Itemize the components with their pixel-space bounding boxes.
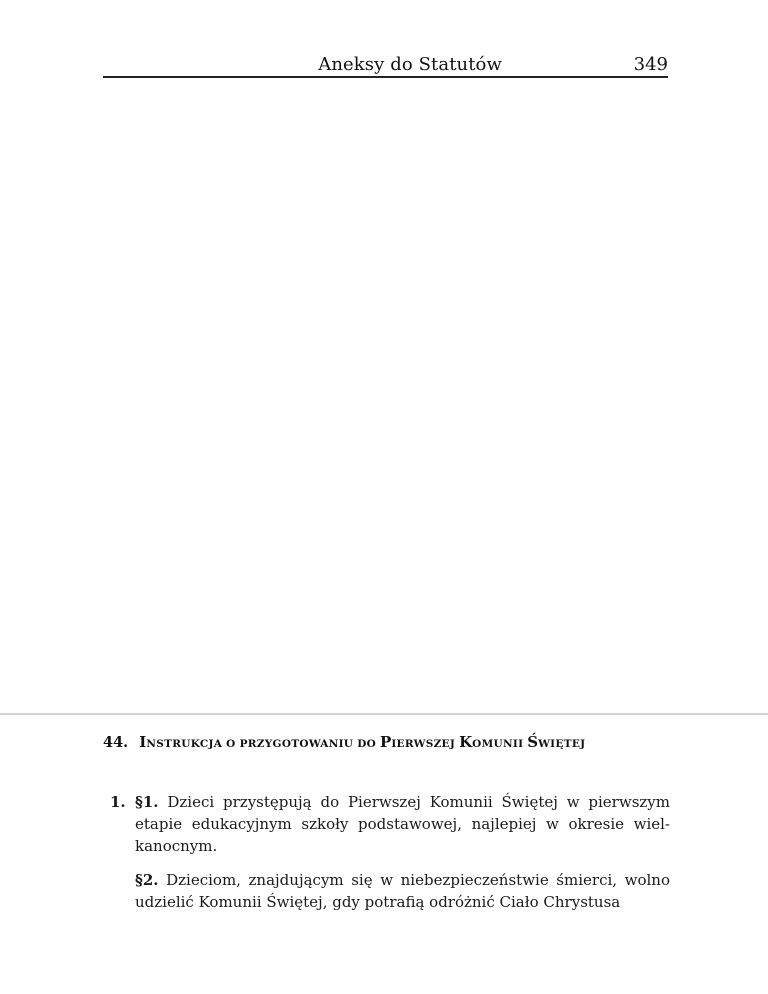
section-title-part: WIĘTEJ: [538, 738, 586, 750]
section-title-part: IERWSZEJ: [391, 738, 460, 750]
section-title-part: I: [139, 733, 147, 751]
paragraph-1: [135, 791, 670, 857]
page-number: 349: [633, 54, 668, 75]
section-title-part: OMUNII: [472, 738, 528, 750]
paragraph-mark: §1.: [135, 793, 159, 811]
page-separator: [0, 713, 768, 715]
paragraph-text: Dzieci przystępują do Pierwszej Komunii Świętej w pierwszym etapie edukacyjnym szkoły podstawowej, najlepiej w okresie wiel-kanocnym.: [135, 793, 670, 855]
page-header: [103, 52, 668, 78]
running-head: Aneksy do Statutów: [318, 54, 502, 75]
paragraph-text: Dzieciom, znajdującym się w niebezpieczeństwie śmierci, wolno udzielić Komunii Świętej, gdy potrafią odróżnić Ciało Chrystusa: [135, 871, 670, 911]
section-title-part: Ś: [527, 733, 539, 751]
paragraph-mark: §2.: [135, 871, 159, 889]
item-number: 1.: [110, 793, 126, 811]
section-title-part: NSTRUKCJA O PRZYGOTOWANIU DO: [146, 738, 381, 750]
section-number: 44.: [103, 734, 129, 751]
section-title-part: K: [459, 733, 473, 751]
section-heading: [103, 733, 585, 751]
section-title: [139, 734, 585, 751]
paragraph-2: [135, 869, 670, 913]
numbered-item: [110, 791, 670, 913]
section-title-part: P: [380, 733, 392, 751]
